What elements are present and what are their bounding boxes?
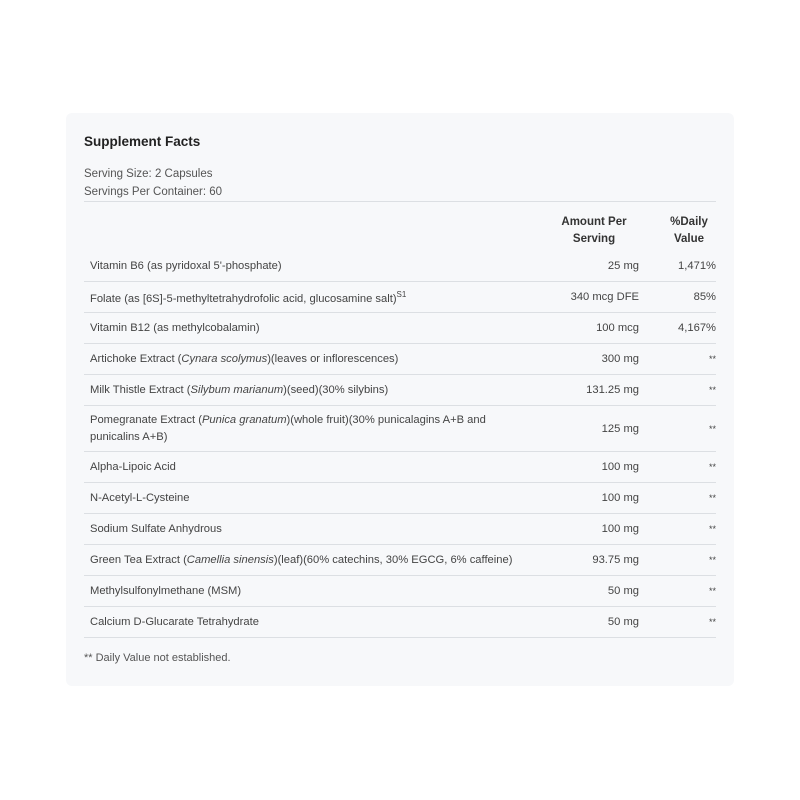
ingredient-name-detail: )(leaves or inflorescences) xyxy=(267,352,399,365)
ingredient-name xyxy=(90,483,530,513)
table-row xyxy=(84,545,716,576)
ingredient-table xyxy=(84,251,716,638)
table-row xyxy=(84,406,716,452)
ingredient-latin-name: Punica granatum xyxy=(201,413,287,426)
ingredient-name xyxy=(90,282,530,312)
supplement-facts-panel xyxy=(66,113,734,686)
amount-per-serving: 340 mcg DFE xyxy=(570,291,639,303)
ingredient-name-text: Folate (as [6S]-5-methyltetrahydrofolic acid, glucosamine salt) xyxy=(90,293,397,305)
footnote: ** Daily Value not established. xyxy=(84,652,231,664)
supplement-facts-title: Supplement Facts xyxy=(84,134,201,149)
daily-value: ** xyxy=(708,555,716,565)
ingredient-name-text: Green Tea Extract ( xyxy=(90,553,187,566)
table-row xyxy=(84,514,716,545)
ingredient-name-text: Alpha-Lipoic Acid xyxy=(90,460,176,473)
amount-per-serving: 131.25 mg xyxy=(586,384,639,396)
ingredient-name xyxy=(90,514,530,544)
ingredient-name xyxy=(90,344,530,374)
ingredient-name-detail: )(whole fruit)(30% punicalagins A+B and punicalins A+B) xyxy=(90,413,486,443)
daily-value: ** xyxy=(708,354,716,364)
ingredient-name-text: Artichoke Extract ( xyxy=(90,352,182,365)
table-row xyxy=(84,452,716,483)
table-row xyxy=(84,576,716,607)
table-row xyxy=(84,251,716,282)
ingredient-name-text: N-Acetyl-L-Cysteine xyxy=(90,491,190,504)
daily-value: 1,471% xyxy=(678,260,716,272)
ingredient-name-text: Vitamin B6 (as pyridoxal 5'-phosphate) xyxy=(90,259,282,272)
dv-header-line1: %Daily xyxy=(670,216,708,228)
amount-per-serving: 50 mg xyxy=(607,616,639,628)
daily-value: 4,167% xyxy=(678,322,716,334)
daily-value: ** xyxy=(708,385,716,395)
ingredient-name xyxy=(90,452,530,482)
ingredient-name-text: Sodium Sulfate Anhydrous xyxy=(90,522,222,535)
daily-value: ** xyxy=(708,493,716,503)
ingredient-name-text: Pomegranate Extract ( xyxy=(90,413,202,426)
ingredient-latin-name: Cynara scolymus xyxy=(181,352,268,365)
table-row xyxy=(84,313,716,344)
ingredient-name xyxy=(90,406,530,451)
ingredient-name xyxy=(90,607,530,637)
amount-per-serving: 100 mcg xyxy=(596,322,639,334)
amount-per-serving: 50 mg xyxy=(607,585,639,597)
servings-per-container: Servings Per Container: 60 xyxy=(84,186,223,198)
amount-per-serving: 300 mg xyxy=(601,353,639,365)
amount-per-serving: 125 mg xyxy=(601,422,639,435)
ingredient-name-text: Vitamin B12 (as methylcobalamin) xyxy=(90,321,260,334)
serving-size: Serving Size: 2 Capsules xyxy=(84,168,213,180)
amount-per-serving: 100 mg xyxy=(601,461,639,473)
table-row xyxy=(84,282,716,313)
header-divider xyxy=(84,201,716,202)
daily-value: 85% xyxy=(693,291,716,303)
table-header xyxy=(84,214,716,254)
amount-per-serving: 100 mg xyxy=(601,523,639,535)
ingredient-name xyxy=(90,545,530,575)
ingredient-name-detail: )(leaf)(60% catechins, 30% EGCG, 6% caffeine) xyxy=(273,553,513,566)
amount-header-line2: Serving xyxy=(572,233,616,245)
daily-value: ** xyxy=(708,423,716,434)
table-row xyxy=(84,483,716,514)
footnote-marker: S1 xyxy=(396,290,407,299)
dv-header-line2: Value xyxy=(673,233,705,245)
ingredient-name-text: Calcium D-Glucarate Tetrahydrate xyxy=(90,615,259,628)
amount-header-line1: Amount Per xyxy=(561,216,627,228)
amount-per-serving: 100 mg xyxy=(601,492,639,504)
daily-value-header xyxy=(660,214,718,248)
amount-per-serving: 93.75 mg xyxy=(592,554,639,566)
ingredient-name xyxy=(90,576,530,606)
amount-per-serving-header xyxy=(554,214,634,248)
table-row xyxy=(84,344,716,375)
ingredient-latin-name: Camellia sinensis xyxy=(186,553,274,566)
daily-value: ** xyxy=(708,617,716,627)
ingredient-latin-name: Silybum marianum xyxy=(190,383,284,396)
ingredient-name-detail: )(seed)(30% silybins) xyxy=(283,383,389,396)
amount-per-serving: 25 mg xyxy=(607,260,639,272)
ingredient-name xyxy=(90,375,530,405)
daily-value: ** xyxy=(708,586,716,596)
ingredient-name xyxy=(90,313,530,343)
ingredient-name-text: Methylsulfonylmethane (MSM) xyxy=(90,584,242,597)
daily-value: ** xyxy=(708,462,716,472)
ingredient-name xyxy=(90,251,530,281)
ingredient-name-text: Milk Thistle Extract ( xyxy=(90,383,191,396)
daily-value: ** xyxy=(708,524,716,534)
table-row xyxy=(84,607,716,638)
table-row xyxy=(84,375,716,406)
